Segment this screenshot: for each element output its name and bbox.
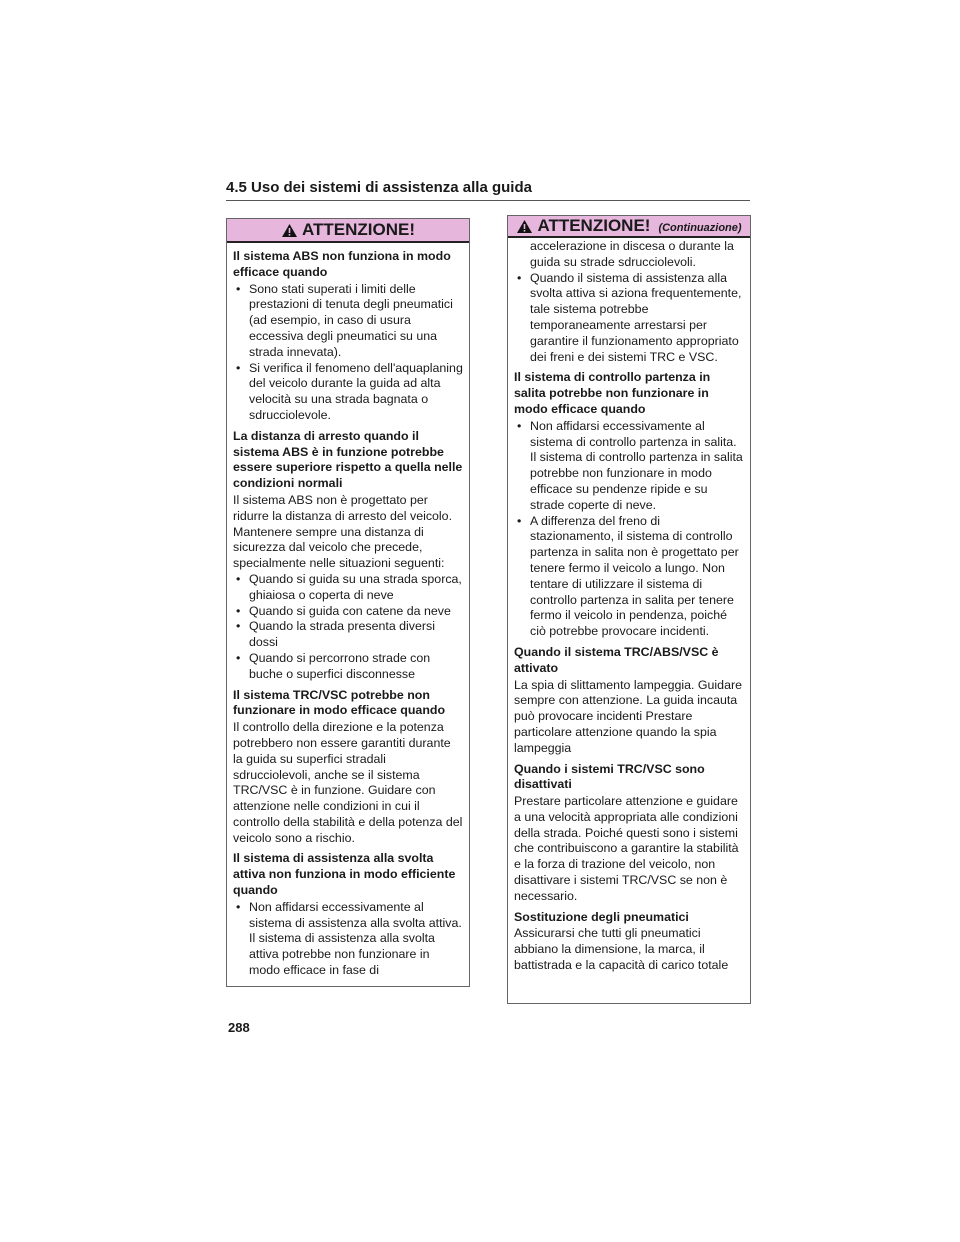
bullet-list [514, 271, 744, 366]
list-item: • Non affidarsi eccessivamente al sistema di controllo partenza in salita. Il sistema di controllo partenza in salita potrebbe non funzionare in modo efficace su pendenze ripide e su strade coperte di neve. [514, 419, 744, 514]
heading-abs: Il sistema ABS non funziona in modo efficace quando [233, 249, 451, 279]
warning-title: ATTENZIONE! [537, 216, 651, 235]
heading-trc-vsc-off: Quando i sistemi TRC/VSC sono disattivati [514, 761, 705, 792]
heading-hill-start: Il sistema di controllo partenza in salita potrebbe non funzionare in modo efficace quando [514, 370, 711, 416]
page-number: 288 [228, 1020, 250, 1035]
list-item: • Quando la strada presenta diversi dossi [233, 619, 463, 651]
warning-box-left [226, 218, 470, 987]
bullet-list [233, 572, 463, 683]
heading-tire-replacement: Sostituzione degli pneumatici [514, 909, 689, 924]
paragraph: Assicurarsi che tutti gli pneumatici abbiano la dimensione, la marca, il battistrada e la capacità di carico totale [514, 926, 729, 973]
paragraph: Il sistema ABS non è progettato per ridurre la distanza di arresto del veicolo. Mantenere sempre una distanza di sicurezza dal veicolo che precede, specialmente nelle situazioni seguenti: [233, 492, 453, 571]
continuation-label: (Continuazione) [658, 221, 742, 234]
list-item: • A differenza del freno di stazionamento, il sistema di controllo partenza in salita non è progettato per tenere fermo il veicolo a lungo. Non tentare di utilizzare il sistema di controllo partenza in salita per tenere fermo il veicolo in pendenza, poiché ciò potrebbe provocare incidenti. [514, 514, 744, 640]
warning-title: ATTENZIONE! [301, 220, 415, 239]
list-item: • Quando si percorrono strade con buche o superfici disconnesse [233, 651, 463, 683]
paragraph: Prestare particolare attenzione e guidare a una velocità appropriata alle condizioni della strada. Poiché questi sono i sistemi che contribuiscono a garantire la stabilità e la forza di trazione del veicolo, non disattivare i sistemi TRC/VSC se non è necessario. [514, 794, 739, 903]
warning-header [508, 216, 750, 238]
list-item: • Quando si guida con catene da neve [233, 604, 463, 620]
list-item: • Quando il sistema di assistenza alla svolta attiva si aziona frequentemente, tale sistema potrebbe temporaneamente arrestarsi per garantire il funzionamento appropriato dei freni e dei sistemi TRC e VSC. [514, 271, 744, 366]
warning-triangle-icon [516, 219, 533, 234]
bullet-list [514, 419, 744, 640]
heading-trc-abs-vsc-active: Quando il sistema TRC/ABS/VSC è attivato [514, 644, 719, 675]
bullet-list [233, 282, 463, 424]
list-item: • Non affidarsi eccessivamente al sistema di assistenza alla svolta attiva. Il sistema di assistenza alla svolta attiva potrebbe non funzionare in modo efficace in fase di [233, 900, 463, 979]
list-item: • Si verifica il fenomeno dell'aquaplaning del veicolo durante la guida ad alta velocità su una strada bagnata o sdrucciolevole. [233, 361, 463, 424]
continued-text: accelerazione in discesa o durante la guida su strade sdrucciolevoli. [530, 239, 734, 269]
warning-header [227, 219, 469, 243]
heading-stop-distance: La distanza di arresto quando il sistema ABS è in funzione potrebbe essere superiore rispetto a quella nelle condizioni normali [233, 428, 463, 491]
paragraph: Il controllo della direzione e la potenza potrebbero non essere garantiti durante la guida su superfici stradali sdrucciolevoli, anche se il sistema TRC/VSC è in funzione. Guidare con attenzione nelle condizioni in cui il controllo della stabilità e della potenza del veicolo sono a rischio. [233, 720, 463, 845]
heading-active-cornering: Il sistema di assistenza alla svolta attiva non funziona in modo efficiente quando [233, 851, 456, 898]
heading-trc-vsc: Il sistema TRC/VSC potrebbe non funzionare in modo efficace quando [233, 687, 446, 718]
section-header: 4.5 Uso dei sistemi di assistenza alla guida [226, 179, 750, 201]
bullet-list [233, 900, 463, 979]
warning-box-right [507, 215, 751, 1004]
list-item: • Quando si guida su una strada sporca, ghiaiosa o coperta di neve [233, 572, 463, 604]
list-item: • Sono stati superati i limiti delle prestazioni di tenuta degli pneumatici (ad esempio, in caso di usura eccessiva degli pneumatici su una strada innevata). [233, 282, 463, 361]
warning-triangle-icon [281, 223, 298, 238]
paragraph: La spia di slittamento lampeggia. Guidare sempre con attenzione. La guida incauta può provocare incidenti Prestare particolare attenzione quando la spia lampeggia [514, 677, 742, 755]
